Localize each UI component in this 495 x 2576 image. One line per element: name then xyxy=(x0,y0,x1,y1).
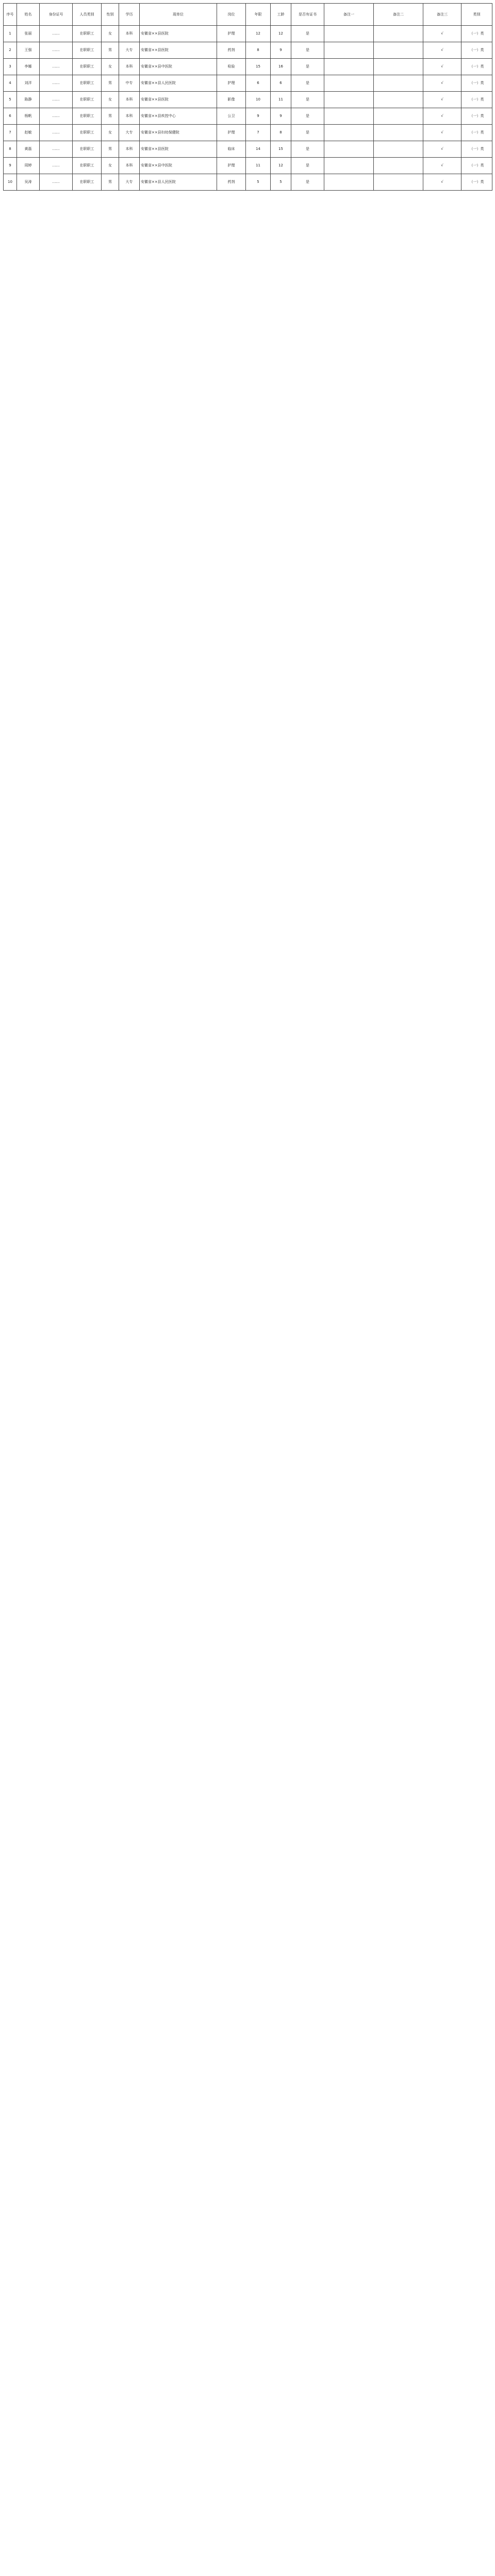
table-cell: 大专 xyxy=(119,174,140,191)
table-cell xyxy=(324,75,374,92)
table-cell xyxy=(324,26,374,42)
table-cell: 本科 xyxy=(119,26,140,42)
table-cell: √ xyxy=(423,92,461,108)
table-cell: 3 xyxy=(4,59,17,75)
table-cell: …… xyxy=(40,92,73,108)
table-cell: 9 xyxy=(4,158,17,174)
table-cell: √ xyxy=(423,108,461,125)
column-header: 年限 xyxy=(246,4,271,26)
table-cell: （一）类 xyxy=(461,158,492,174)
table-row xyxy=(4,125,492,141)
table-cell xyxy=(374,59,423,75)
table-cell: 安徽省××县医院 xyxy=(140,141,217,158)
table-cell: （一）类 xyxy=(461,26,492,42)
table-cell: 安徽省××县人民医院 xyxy=(140,75,217,92)
table-cell: 安徽省××县妇幼保健院 xyxy=(140,125,217,141)
table-cell xyxy=(324,108,374,125)
table-cell xyxy=(374,108,423,125)
table-cell: …… xyxy=(40,26,73,42)
table-cell: …… xyxy=(40,158,73,174)
table-cell: 大专 xyxy=(119,42,140,59)
table-cell: （一）类 xyxy=(461,108,492,125)
table-cell: 是 xyxy=(291,75,324,92)
table-cell: 安徽省××县中医院 xyxy=(140,59,217,75)
table-cell: 在职职工 xyxy=(73,26,102,42)
table-cell xyxy=(374,92,423,108)
column-header: 备注三 xyxy=(423,4,461,26)
table-cell: （一）类 xyxy=(461,174,492,191)
table-cell: 5 xyxy=(271,174,291,191)
table-cell: 14 xyxy=(246,141,271,158)
table-row xyxy=(4,174,492,191)
column-header: 类别 xyxy=(461,4,492,26)
table-cell: …… xyxy=(40,108,73,125)
table-cell: （一）类 xyxy=(461,42,492,59)
data-table xyxy=(3,3,492,191)
table-cell xyxy=(324,42,374,59)
table-cell: 药剂 xyxy=(217,174,246,191)
table-cell: 在职职工 xyxy=(73,59,102,75)
table-cell: …… xyxy=(40,42,73,59)
table-cell: 安徽省××县医院 xyxy=(140,42,217,59)
table-row xyxy=(4,108,492,125)
table-cell: 在职职工 xyxy=(73,141,102,158)
table-cell: 是 xyxy=(291,26,324,42)
table-row xyxy=(4,59,492,75)
table-row xyxy=(4,42,492,59)
table-cell: 本科 xyxy=(119,59,140,75)
table-cell: 7 xyxy=(4,125,17,141)
table-cell: 王强 xyxy=(17,42,40,59)
column-header: 人员类别 xyxy=(73,4,102,26)
column-header: 工龄 xyxy=(271,4,291,26)
table-cell: 6 xyxy=(4,108,17,125)
table-cell xyxy=(374,158,423,174)
table-cell: 男 xyxy=(102,108,119,125)
table-cell: 8 xyxy=(4,141,17,158)
table-cell: 5 xyxy=(246,174,271,191)
table-cell xyxy=(374,75,423,92)
table-cell: √ xyxy=(423,125,461,141)
table-row xyxy=(4,75,492,92)
table-cell: 10 xyxy=(4,174,17,191)
table-cell: 是 xyxy=(291,42,324,59)
table-cell: （一）类 xyxy=(461,141,492,158)
table-cell: 护理 xyxy=(217,75,246,92)
table-cell: …… xyxy=(40,125,73,141)
column-header: 身份证号 xyxy=(40,4,73,26)
table-cell xyxy=(374,26,423,42)
table-cell: 护理 xyxy=(217,26,246,42)
table-cell: 刘洋 xyxy=(17,75,40,92)
table-cell: 护理 xyxy=(217,158,246,174)
table-cell xyxy=(374,125,423,141)
table-cell: 中专 xyxy=(119,75,140,92)
table-cell: √ xyxy=(423,158,461,174)
table-cell: 女 xyxy=(102,26,119,42)
column-header: 姓名 xyxy=(17,4,40,26)
table-row xyxy=(4,26,492,42)
table-cell: 药剂 xyxy=(217,42,246,59)
table-cell: 是 xyxy=(291,125,324,141)
table-cell: 黄磊 xyxy=(17,141,40,158)
table-cell: 女 xyxy=(102,125,119,141)
column-header: 备注二 xyxy=(374,4,423,26)
table-cell: 周婷 xyxy=(17,158,40,174)
table-cell: 男 xyxy=(102,42,119,59)
table-cell: 张丽 xyxy=(17,26,40,42)
table-cell: 影像 xyxy=(217,92,246,108)
table-cell: 在职职工 xyxy=(73,92,102,108)
table-cell: 2 xyxy=(4,42,17,59)
table-cell: 12 xyxy=(271,158,291,174)
table-cell: 吴涛 xyxy=(17,174,40,191)
table-cell: 10 xyxy=(246,92,271,108)
table-cell: 本科 xyxy=(119,92,140,108)
table-cell: 5 xyxy=(4,92,17,108)
column-header: 现单位 xyxy=(140,4,217,26)
table-cell: 在职职工 xyxy=(73,75,102,92)
table-cell: 在职职工 xyxy=(73,125,102,141)
table-cell xyxy=(324,158,374,174)
table-cell xyxy=(324,92,374,108)
table-cell: …… xyxy=(40,141,73,158)
table-cell: 检验 xyxy=(217,59,246,75)
table-cell: …… xyxy=(40,59,73,75)
table-cell: 是 xyxy=(291,108,324,125)
table-cell: 1 xyxy=(4,26,17,42)
table-cell: 11 xyxy=(271,92,291,108)
column-header: 序号 xyxy=(4,4,17,26)
table-cell: 陈静 xyxy=(17,92,40,108)
table-cell: 本科 xyxy=(119,158,140,174)
column-header: 是否有证书 xyxy=(291,4,324,26)
table-cell: 在职职工 xyxy=(73,158,102,174)
table-cell: （一）类 xyxy=(461,59,492,75)
table-cell: 男 xyxy=(102,75,119,92)
column-header: 备注一 xyxy=(324,4,374,26)
table-cell: √ xyxy=(423,26,461,42)
table-cell: 4 xyxy=(4,75,17,92)
table-cell: 8 xyxy=(246,42,271,59)
table-cell xyxy=(324,174,374,191)
table-cell: …… xyxy=(40,75,73,92)
table-cell: 男 xyxy=(102,174,119,191)
table-cell: 是 xyxy=(291,141,324,158)
table-cell xyxy=(374,141,423,158)
table-cell: 临床 xyxy=(217,141,246,158)
table-cell: √ xyxy=(423,75,461,92)
table-cell: √ xyxy=(423,42,461,59)
table-cell xyxy=(324,141,374,158)
table-cell: 赵敏 xyxy=(17,125,40,141)
table-cell: 是 xyxy=(291,92,324,108)
table-cell: 15 xyxy=(246,59,271,75)
table-cell xyxy=(374,174,423,191)
table-cell: 15 xyxy=(271,141,291,158)
table-cell: （一）类 xyxy=(461,125,492,141)
table-cell: 本科 xyxy=(119,108,140,125)
table-cell: √ xyxy=(423,174,461,191)
table-cell: 8 xyxy=(271,125,291,141)
table-cell: 安徽省××县疾控中心 xyxy=(140,108,217,125)
table-cell: 是 xyxy=(291,174,324,191)
table-cell: 安徽省××县医院 xyxy=(140,26,217,42)
table-cell: 12 xyxy=(246,26,271,42)
table-cell: 女 xyxy=(102,92,119,108)
table-cell: 李娜 xyxy=(17,59,40,75)
table-cell: 女 xyxy=(102,59,119,75)
table-cell: 杨帆 xyxy=(17,108,40,125)
table-cell: （一）类 xyxy=(461,92,492,108)
table-cell: 安徽省××县人民医院 xyxy=(140,174,217,191)
table-cell: 11 xyxy=(246,158,271,174)
table-header-row xyxy=(4,4,492,26)
table-cell: 9 xyxy=(271,108,291,125)
table-cell: 12 xyxy=(271,26,291,42)
table-cell: 在职职工 xyxy=(73,42,102,59)
table-cell: 本科 xyxy=(119,141,140,158)
table-cell: √ xyxy=(423,141,461,158)
table-cell: （一）类 xyxy=(461,75,492,92)
column-header: 学历 xyxy=(119,4,140,26)
column-header: 岗位 xyxy=(217,4,246,26)
table-cell: 9 xyxy=(271,42,291,59)
table-cell: 16 xyxy=(271,59,291,75)
table-cell: …… xyxy=(40,174,73,191)
table-cell: 是 xyxy=(291,158,324,174)
table-cell: 公卫 xyxy=(217,108,246,125)
table-cell: 6 xyxy=(246,75,271,92)
table-cell: 9 xyxy=(246,108,271,125)
table-cell: 大专 xyxy=(119,125,140,141)
table-cell xyxy=(324,125,374,141)
table-cell: 7 xyxy=(246,125,271,141)
table-cell: 在职职工 xyxy=(73,174,102,191)
column-header: 性别 xyxy=(102,4,119,26)
table-row xyxy=(4,141,492,158)
table-cell: 安徽省××县中医院 xyxy=(140,158,217,174)
table-body xyxy=(4,26,492,191)
table-cell: 安徽省××县医院 xyxy=(140,92,217,108)
table-cell: √ xyxy=(423,59,461,75)
table-cell: 在职职工 xyxy=(73,108,102,125)
table-row xyxy=(4,158,492,174)
table-cell xyxy=(324,59,374,75)
table-row xyxy=(4,92,492,108)
table-cell: 6 xyxy=(271,75,291,92)
table-cell: 是 xyxy=(291,59,324,75)
table-cell: 护理 xyxy=(217,125,246,141)
table-cell: 女 xyxy=(102,158,119,174)
table-cell: 男 xyxy=(102,141,119,158)
table-cell xyxy=(374,42,423,59)
